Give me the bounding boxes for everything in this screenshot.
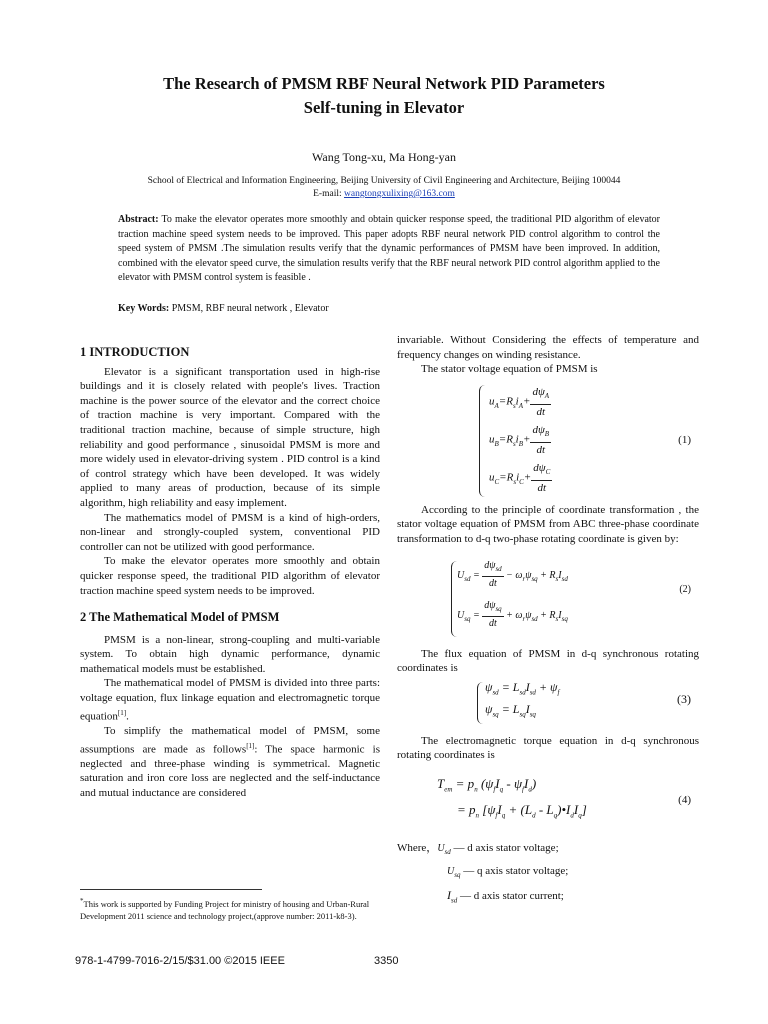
keywords-text: PMSM, RBF neural network , Elevator [169,303,329,314]
email-line [0,188,768,201]
section-1-heading: 1 INTRODUCTION [80,345,190,359]
equation-1-line-c: $u_C=R_si_C+$ $\frac{d\psi_C}{dt}$ [489,461,551,494]
right-column [397,333,699,908]
right-paragraph-3: According to the principle of coordinate transformation , the stator voltage equation of PMSM from ABC three-phase coordinate transformation to d-q two-phase rotating coordinate is given by: [397,503,699,545]
left-column [80,345,380,801]
equation-2-number: (2) [679,583,691,595]
right-paragraph-2: The stator voltage equation of PMSM is [421,363,598,376]
symbol-isd: $I_{sd}$ [447,888,458,905]
section-2-heading: 2 The Mathematical Model of PMSM [80,610,280,625]
equation-3-line-a: $\psi_{sd} = L_{sd}I_{sd} + \psi_f$ [485,679,560,697]
citation-ref: [1] [246,741,255,750]
symbol-usd: $U_{sd}$ [437,842,451,856]
equation-3-number: (3) [677,691,691,706]
intro-paragraph-1: Elevator is a significant transportation used in high-rise buildings and it is closely related with people's lives. Traction machine is the power source of the elevator and the correct choice of traction machine is very important. Compared with the traditional traction machine, because of simple structure, high reliability and good performance , sinusoidal PMSM is more and more widely used in elevator-driving system . PID control is a kind of control strategy which have been developed. It was widely applied to many areas of production, because of its simple algorithm, high reliability and easy implement. [80,365,380,509]
equation-3-line-b: $\psi_{sq} = L_{sq}I_{sq}$ [485,701,536,719]
email-label: E-mail: [313,189,344,199]
keywords [118,303,660,314]
authors: Wang Tong-xu, Ma Hong-yan [312,150,456,164]
footnote-divider [80,889,262,890]
model-paragraph-3-text: To simplify the mathematical model of PMSM, some assumptions are made as follows [80,724,380,756]
equation-2-line-a: $U_{sd}$ = $\frac{d\psi_{sd}}{dt}$ − $\omega_r\psi_{sq} + R_sI_{sd}$ [457,559,568,590]
where-label: Where， [397,841,438,854]
abstract-text: To make the elevator operates more smoothly and obtain quicker response speed, the traditional PID algorithm of elevator traction machine speed system needs to be improved. This paper adopts RBF neural network PID control algorithm to control the speed system of PMSM .The simulation results verify that the dynamic performances of PMSM have been improved. In addition, combined with the elevator speed curve, the simulation results verify that the RBF neural network PID control algorithm applied to the elevator with PMSM control system is feasible . [118,214,660,283]
abstract-label: Abstract: [118,214,159,225]
where-block [397,841,699,908]
model-paragraph-2 [80,676,380,723]
right-paragraph-5: The electromagnetic torque equation in d-q synchronous rotating coordinates is [397,734,699,762]
right-paragraph-1: invariable. Without Considering the effects of temperature and frequency changes on winding resistance. [397,334,699,361]
equation-1-number: (1) [678,433,691,446]
equation-1 [397,381,699,503]
where-desc-2: — q axis stator voltage; [460,864,569,877]
where-line-2 [447,864,699,883]
equation-2 [397,557,699,643]
title-line-2: Self-tuning in Elevator [303,98,465,117]
model-paragraph-3-rest: : The space harmonic is neglected and three-phase winding is symmetrical. Magnetic saturation and iron core loss are neglected and the self-inductance and mutual inductance are considered [80,743,380,799]
where-desc-1: — d axis stator voltage; [450,841,559,854]
affiliation: School of Electrical and Information Engineering, Beijing University of Civil Engineering and Architecture, Beijing 100044 [147,176,621,186]
footnote-text: This work is supported by Funding Project for ministry of housing and Urban-Rural Development 2011 science and technology project,(approve number: 2011-k8-3). [80,898,370,921]
affiliation-block [0,175,768,201]
equation-2-line-b: $U_{sq}$ = $\frac{d\psi_{sq}}{dt}$ + $\omega_r\psi_{sd} + R_sI_{sq}$ [457,599,568,630]
where-line-1 [397,841,699,860]
citation-ref: [1] [117,708,127,717]
page-number: 3350 [374,955,399,967]
equation-4-line-b: = $p_n$ [$\psi_fI_q + (L_d$ - $L_q)•I_dI_q$] [457,801,587,820]
equation-1-line-b: $u_B=R_si_B+$ $\frac{d\psi_B}{dt}$ [489,423,550,456]
equation-brace [479,385,486,497]
footnote-mark: * [80,897,84,905]
where-desc-3: — d axis stator current; [457,890,564,903]
right-paragraph-4: The flux equation of PMSM in d-q synchronous rotating coordinates is [397,647,699,675]
equation-4-line-a: $T_{em} = p_n$ $(\psi_fI_q - \psi_fI_d)$ [437,775,537,794]
where-line-3 [447,888,699,908]
paper-title [60,72,708,120]
intro-paragraph-3: To make the elevator operates more smoothly and obtain quicker response speed, the traditional PID algorithm of elevator traction machine speed system needs to be improved. [80,555,380,597]
email-link[interactable]: wangtongxulixing@163.com [344,189,455,199]
title-line-1: The Research of PMSM RBF Neural Network PID Parameters [163,74,605,93]
equation-1-line-a: $u_A=R_si_A+$ $\frac{d\psi_A}{dt}$ [489,385,550,418]
equation-4 [397,773,699,837]
intro-paragraph-2: The mathematics model of PMSM is a kind of high-orders, non-linear and strongly-coupled system, conventional PID controller can not be utilized with good performance. [80,511,380,553]
model-paragraph-2-text: The mathematical model of PMSM is divided into three parts: voltage equation, flux linkage equation and electromagnetic torque equation [80,677,380,723]
abstract [118,213,660,286]
copyright-id: 978-1-4799-7016-2/15/$31.00 ©2015 IEEE [75,955,285,967]
footnote [80,895,380,922]
model-paragraph-1: PMSM is a non-linear, strong-coupling and multi-variable system. To obtain high dynamic performance, dynamic mathematical models must be established. [80,633,380,675]
equation-4-number: (4) [678,793,691,806]
symbol-usq: $U_{sq}$ [447,865,461,879]
model-paragraph-2-end: . [126,710,129,723]
keywords-label: Key Words: [118,303,170,314]
equation-brace [477,682,484,724]
model-paragraph-3 [80,724,380,801]
equation-3 [397,678,699,730]
